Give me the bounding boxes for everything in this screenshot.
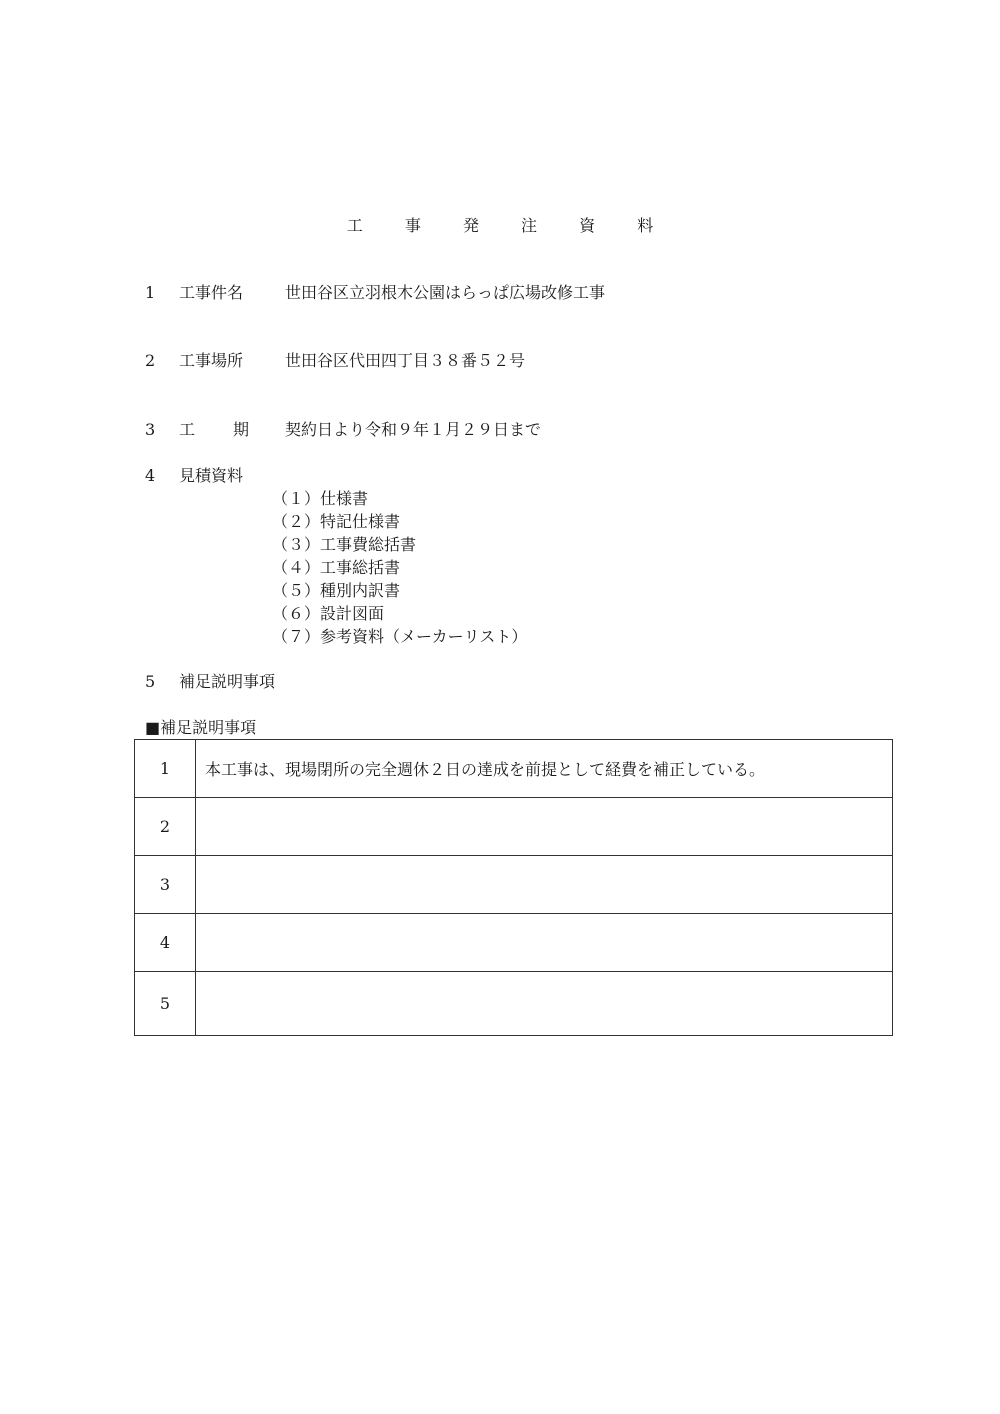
table-row	[135, 914, 893, 972]
item-label: 見積資料	[179, 466, 244, 485]
row-text	[196, 914, 893, 972]
row-text	[196, 972, 893, 1036]
item-value: 契約日より令和９年１月２９日まで	[285, 420, 542, 439]
row-number: 4	[135, 914, 196, 972]
document-title	[0, 213, 1000, 236]
row-text	[196, 798, 893, 856]
item-label: 補足説明事項	[179, 672, 276, 691]
table-row	[135, 740, 893, 798]
list-item: （４）工事総括書	[272, 558, 401, 577]
list-item: （３）工事費総括書	[272, 535, 417, 554]
row-number: 2	[135, 798, 196, 856]
item-number: 2	[145, 351, 156, 370]
title-char: 工	[346, 216, 363, 235]
item-number: 5	[145, 672, 156, 691]
title-char: 資	[579, 216, 596, 235]
item-label-part: 期	[232, 420, 249, 439]
list-item: （６）設計図面	[272, 604, 385, 623]
item-number: 1	[145, 283, 156, 302]
title-char: 発	[462, 216, 479, 235]
row-number: 1	[135, 740, 196, 798]
table-row	[135, 972, 893, 1036]
item-value: 世田谷区立羽根木公園はらっぱ広場改修工事	[285, 283, 606, 302]
list-item: （１）仕様書	[272, 489, 369, 508]
item-label: 工事場所	[179, 351, 244, 370]
item-label-part: 工	[179, 420, 196, 439]
item-value: 世田谷区代田四丁目３８番５２号	[285, 351, 526, 370]
estimate-docs-list	[272, 487, 527, 648]
list-item: （２）特記仕様書	[272, 512, 401, 531]
title-char: 料	[637, 216, 654, 235]
list-item: （５）種別内訳書	[272, 581, 401, 600]
item-label	[179, 419, 249, 447]
row-number: 5	[135, 972, 196, 1036]
row-text	[196, 856, 893, 914]
table-row	[135, 798, 893, 856]
notes-table	[134, 739, 893, 1036]
list-item: （７）参考資料（メーカーリスト）	[272, 627, 528, 646]
item-number: 4	[145, 466, 156, 485]
notes-table-caption: ■補足説明事項	[145, 718, 257, 737]
title-char: 注	[521, 216, 538, 235]
item-label: 工事件名	[179, 283, 244, 302]
item-number: 3	[145, 420, 156, 439]
table-row	[135, 856, 893, 914]
title-char: 事	[404, 216, 421, 235]
row-number: 3	[135, 856, 196, 914]
row-text: 本工事は、現場閉所の完全週休２日の達成を前提として経費を補正している。	[196, 740, 893, 798]
